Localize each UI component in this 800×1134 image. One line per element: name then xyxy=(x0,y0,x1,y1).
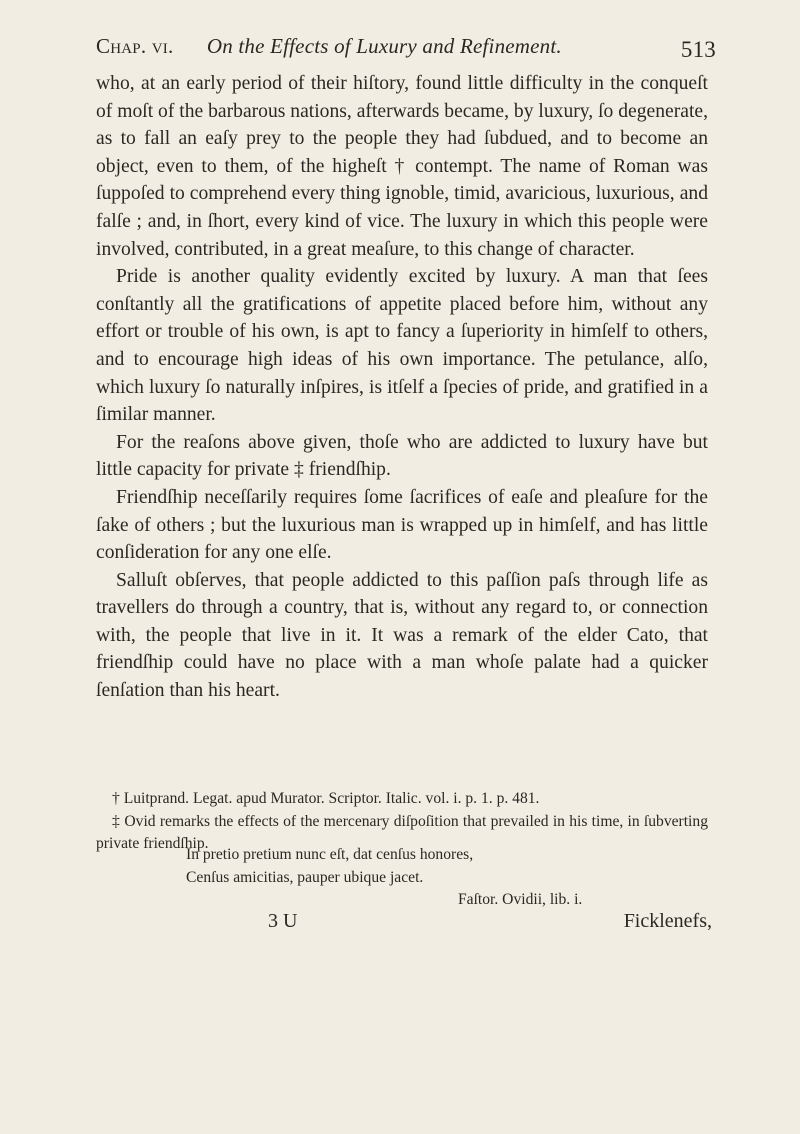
verse-attribution: Faſtor. Ovidii, lib. i. xyxy=(458,891,583,908)
signature-mark: 3 U xyxy=(268,910,298,932)
paragraph-continuation: who, at an early period of their hiſtory, found little difficulty in the conqueſt of moſt of the barbarous nations, afterwards became, by luxury, ſo degenerate, as to fall an eaſy prey to the people they had ſubdued, and to become an object, even to them, of the higheſt † contempt. The name of Roman was ſuppoſed to comprehend every thing ignoble, timid, avaricious, luxurious, and falſe ; and, in ſhort, every kind of vice. The luxury in which this people were involved, contributed, in a great meaſure, to this change of character. xyxy=(96,73,708,260)
verse-line: In pretio pretium nunc eſt, dat cenſus honores, xyxy=(186,846,474,863)
paragraph-sallust: Salluſt obſerves, that people addicted to this paſſion paſs through life as travellers do through a country, that is, without any regard to, or connection with, the people that live in it. It was a remark of the elder Cato, that friendſhip could have no place with a man whoſe palate had a quicker ſenſation than his heart. xyxy=(96,569,708,702)
running-head xyxy=(96,34,716,62)
running-title: On the Effects of Luxury and Refinement. xyxy=(206,34,562,58)
footnote-double-dagger: ‡ Ovid remarks the effects of the mercenary diſpoſition that prevailed in his time, in ſubverting private friendſhip. xyxy=(96,812,708,852)
catchword: Ficklenefs, xyxy=(623,910,712,932)
footnote-dagger: † Luitprand. Legat. apud Murator. Scriptor. Italic. vol. i. p. 1. p. 481. xyxy=(112,790,540,807)
verse-line: Cenſus amicitias, pauper ubique jacet. xyxy=(186,868,424,886)
page-number: 513 xyxy=(680,37,716,62)
paragraph-friendship-capacity: For the reaſons above given, thoſe who are addicted to luxury have but little capacity for private ‡ friendſhip. xyxy=(96,431,708,481)
paragraph-friendship-sacrifice: Friendſhip neceſſarily requires ſome ſacrifices of eaſe and pleaſure for the ſake of others ; but the luxurious man is wrapped up in himſelf, and has little conſideration for any one elſe. xyxy=(96,486,708,564)
main-text xyxy=(96,70,708,705)
chapter-label: Chap. vi. xyxy=(96,34,174,58)
latin-verse xyxy=(186,844,716,912)
paragraph-pride: Pride is another quality evidently excited by luxury. A man that ſees conſtantly all the gratifications of appetite placed before him, without any effort or trouble of his own, is apt to fancy a ſuperiority in himſelf to others, and to encourage high ideas of his own importance. The petulance, alſo, which luxury ſo naturally inſpires, is itſelf a ſpecies of pride, and gratified in a ſimilar manner. xyxy=(96,266,708,426)
